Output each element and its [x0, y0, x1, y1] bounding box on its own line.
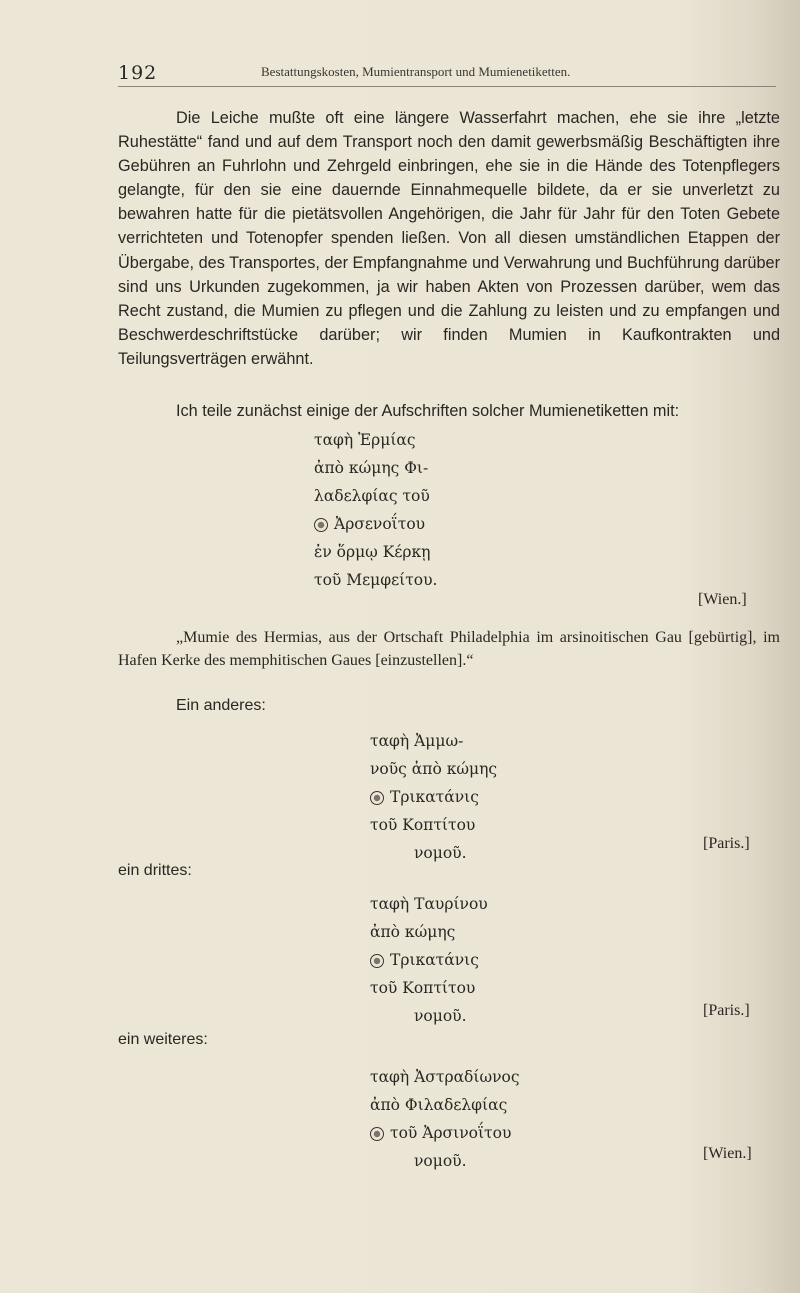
- source-wien-2: [Wien.]: [703, 1145, 752, 1162]
- label-line: ἀπὸ κώμης: [370, 923, 456, 941]
- label-line: Τρικατάνις: [390, 951, 479, 969]
- body-paragraph: [118, 106, 780, 371]
- circle-mark-icon: [370, 1127, 384, 1141]
- mummy-label-4: [370, 1063, 520, 1175]
- label-line: ταφὴ Ταυρίνου: [370, 895, 488, 913]
- mummy-label-2: [370, 727, 497, 867]
- label-line: νομοῦ.: [414, 1007, 467, 1025]
- label-line: ταφὴ Ἑρμίας: [314, 431, 416, 449]
- label-line-with-mark: [314, 510, 437, 538]
- label-line: Ἀρσενοΐτου: [334, 515, 426, 533]
- label-line: ἀπὸ Φιλαδελφίας: [370, 1096, 508, 1114]
- label-line: τοῦ Κοπτίτου: [370, 816, 476, 834]
- label-intro-2: Ein anderes:: [176, 697, 266, 714]
- circle-mark-icon: [370, 954, 384, 968]
- label-line-with-mark: [370, 946, 488, 974]
- label-line: νοῦς ἀπὸ κώμης: [370, 760, 498, 778]
- mummy-label-1: [314, 426, 437, 594]
- running-head: Bestattungskosten, Mumientransport und Mumienetiketten.: [261, 64, 571, 79]
- label-line: νομοῦ.: [414, 1152, 467, 1170]
- label-line: ἐν ὅρμῳ Κέρκῃ: [314, 543, 431, 561]
- label-line: ταφὴ Ἀμμω-: [370, 732, 464, 750]
- page-header: [118, 60, 776, 87]
- translation-paragraph: [118, 626, 780, 672]
- source-paris-1: [Paris.]: [703, 835, 750, 852]
- label-line: τοῦ Ἀρσινοΐτου: [390, 1124, 512, 1142]
- source-wien-1: [Wien.]: [698, 591, 747, 608]
- intro-sentence: Ich teile zunächst einige der Aufschriften solcher Mumienetiketten mit:: [176, 402, 680, 420]
- label-line: νομοῦ.: [414, 844, 467, 862]
- label-line: λαδελφίας τοῦ: [314, 487, 430, 505]
- label-line: τοῦ Μεμφείτου.: [314, 571, 438, 589]
- label-line: Τρικατάνις: [390, 788, 479, 806]
- circle-mark-icon: [314, 518, 328, 532]
- label-line: ταφὴ Ἀστραδίωνος: [370, 1068, 520, 1086]
- circle-mark-icon: [370, 791, 384, 805]
- label-intro-4: ein weiteres:: [118, 1031, 208, 1048]
- label-line-with-mark: [370, 1119, 520, 1147]
- label-line: ἀπὸ κώμης Φι-: [314, 459, 429, 477]
- translation-text: „Mumie des Hermias, aus der Ortschaft Philadelphia im arsinoitischen Gau [gebürtig], im Hafen Kerke des memphitischen Gaues [einzustellen].“: [118, 629, 780, 669]
- source-paris-2: [Paris.]: [703, 1002, 750, 1019]
- label-line: τοῦ Κοπτίτου: [370, 979, 476, 997]
- label-intro-3: ein drittes:: [118, 862, 192, 879]
- page-number: 192: [118, 62, 158, 84]
- mummy-label-3: [370, 890, 488, 1030]
- paragraph-text: Die Leiche mußte oft eine längere Wasserfahrt machen, ehe sie ihre „letzte Ruhestätte“ fand und auf dem Transport noch den damit gewerbsmäßig Beschäftigten ihre Gebühren an Fuhrlohn und Zehrgeld einbringen, ehe sie in die Hände des Totenpflegers gelangte, für den sie eine dauernde Einnahmequelle bildete, da er sie unverletzt zu bewahren hatte für die pietätsvollen Angehörigen, die Jahr für Jahr für den Toten Gebete verrichteten und Totenopfer spenden ließen. Von all diesen umständlichen Etappen der Übergabe, des Transportes, der Empfangnahme und Verwahrung und Buchführung darüber sind uns Urkunden zugekommen, ja wir haben Akten von Prozessen darüber, wem das Recht zustand, die Mumien zu pflegen und die Zahlung zu leisten und zu empfangen und Beschwerdeschriftstücke darüber; wir finden Mumien in Kaufkontrakten und Teilungsverträgen erwähnt.: [118, 109, 780, 368]
- label-line-with-mark: [370, 783, 497, 811]
